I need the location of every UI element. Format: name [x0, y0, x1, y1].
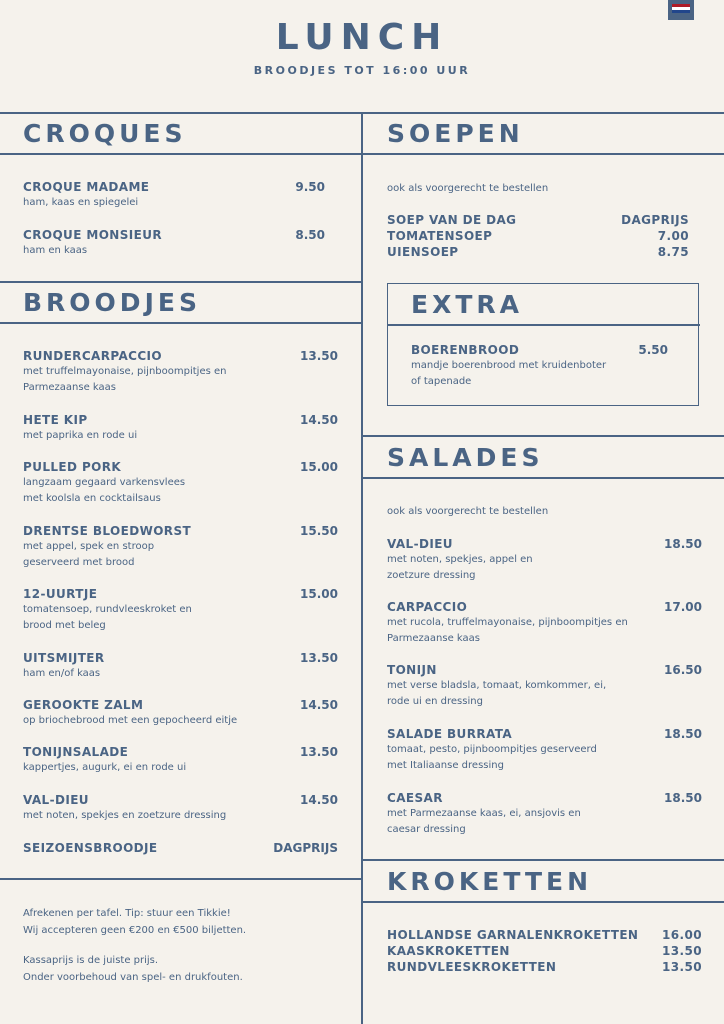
- section-note: ook als voorgerecht te bestellen: [387, 506, 549, 517]
- item-name: HOLLANDSE GARNALENKROKETTEN: [387, 928, 639, 942]
- item-description: met noten, spekjes, appel en zoetzure dressing: [387, 554, 533, 581]
- item-price: 7.00: [657, 229, 689, 243]
- item-price: 18.50: [664, 537, 702, 551]
- list-item: [387, 212, 689, 228]
- menu-item: [23, 523, 338, 571]
- menu-item: [387, 726, 702, 774]
- item-price: 8.75: [657, 245, 689, 259]
- item-description: op briochebrood met een gepocheerd eitje: [23, 715, 238, 726]
- item-name: CARPACCIO: [387, 600, 468, 614]
- item-price: 13.50: [300, 745, 338, 759]
- disclaimer-note: [23, 953, 243, 986]
- item-description: met paprika en rode ui: [23, 430, 138, 441]
- kroketten-title-divider: [362, 901, 724, 903]
- item-name: RUNDERCARPACCIO: [23, 349, 163, 363]
- item-name: CROQUE MONSIEUR: [23, 228, 163, 242]
- flag-blue-stripe: [672, 10, 690, 13]
- item-description: met rucola, truffelmayonaise, pijnboompitjes en Parmezaanse kaas: [387, 617, 628, 644]
- item-name: SEIZOENSBROODJE: [23, 841, 158, 855]
- item-price: DAGPRIJS: [273, 841, 338, 855]
- item-price: 18.50: [664, 727, 702, 741]
- menu-item: [23, 412, 338, 444]
- footer-line: Afrekenen per tafel. Tip: stuur een Tikkie!: [23, 908, 231, 919]
- broodjes-title-divider: [0, 322, 362, 324]
- item-description: ham en/of kaas: [23, 668, 101, 679]
- item-price: 8.50: [295, 228, 325, 242]
- kroketten-list: [387, 927, 702, 975]
- item-name: PULLED PORK: [23, 460, 122, 474]
- item-price: 16.00: [662, 928, 702, 942]
- menu-item: [23, 744, 338, 776]
- list-item: [387, 927, 702, 943]
- item-price: 14.50: [300, 793, 338, 807]
- item-name: VAL-DIEU: [387, 537, 453, 551]
- item-name: DRENTSE BLOEDWORST: [23, 524, 192, 538]
- item-description: ham en kaas: [23, 245, 88, 256]
- item-price: 16.50: [664, 663, 702, 677]
- item-price: 14.50: [300, 413, 338, 427]
- item-name: UIENSOEP: [387, 245, 459, 259]
- item-description: langzaam gegaard varkensvlees met koolsla en cocktailsaus: [23, 477, 186, 504]
- item-name: RUNDVLEESKROKETTEN: [387, 960, 557, 974]
- item-description: tomatensoep, rundvleeskroket en brood met beleg: [23, 604, 192, 631]
- item-name: HETE KIP: [23, 413, 88, 427]
- item-price: 5.50: [638, 343, 668, 357]
- page-title: LUNCH: [275, 17, 449, 58]
- menu-item: [23, 650, 338, 682]
- menu-item: [23, 348, 338, 396]
- menu-item: [23, 586, 338, 634]
- list-item: [387, 228, 689, 244]
- item-description: kappertjes, augurk, ei en rode ui: [23, 762, 187, 773]
- item-description: met appel, spek en stroop geserveerd met brood: [23, 541, 155, 568]
- menu-item: [23, 459, 338, 507]
- item-price: 15.00: [300, 460, 338, 474]
- salades-title: SALADES: [387, 443, 544, 472]
- item-name: TONIJN: [387, 663, 437, 677]
- item-description: met Parmezaanse kaas, ei, ansjovis en caesar dressing: [387, 808, 581, 835]
- item-name: BOERENBROOD: [411, 343, 520, 357]
- croques-title: CROQUES: [23, 119, 187, 148]
- item-description: mandje boerenbrood met kruidenboter of tapenade: [411, 360, 607, 387]
- item-price: 18.50: [664, 791, 702, 805]
- kroketten-title: KROKETTEN: [387, 867, 593, 896]
- kroketten-top-divider: [362, 859, 724, 861]
- item-description: met noten, spekjes en zoetzure dressing: [23, 810, 227, 821]
- menu-item: [387, 599, 702, 647]
- extra-title: EXTRA: [411, 290, 524, 319]
- item-price: DAGPRIJS: [621, 213, 689, 227]
- payment-note: [23, 906, 246, 939]
- item-price: 9.50: [295, 180, 325, 194]
- item-description: tomaat, pesto, pijnboompitjes geserveerd met Italiaanse dressing: [387, 744, 597, 771]
- column-divider: [361, 112, 363, 1024]
- item-name: 12-UURTJE: [23, 587, 98, 601]
- salades-top-divider: [362, 435, 724, 437]
- item-price: 13.50: [300, 651, 338, 665]
- extra-title-divider: [387, 324, 700, 326]
- menu-item: [387, 790, 702, 838]
- item-description: ham, kaas en spiegelei: [23, 197, 139, 208]
- item-price: 13.50: [662, 960, 702, 974]
- list-item: [387, 244, 689, 260]
- menu-item: [23, 792, 338, 824]
- item-name: KAASKROKETTEN: [387, 944, 510, 958]
- item-name: CROQUE MADAME: [23, 180, 150, 194]
- footer-line: Wij accepteren geen €200 en €500 biljetten.: [23, 924, 247, 936]
- footer-line: Kassaprijs is de juiste prijs.: [23, 955, 159, 966]
- list-item: [387, 959, 702, 975]
- item-name: CAESAR: [387, 791, 443, 805]
- salades-title-divider: [362, 477, 724, 479]
- item-price: 13.50: [300, 349, 338, 363]
- broodjes-title: BROODJES: [23, 288, 201, 317]
- item-price: 17.00: [664, 600, 702, 614]
- item-name: VAL-DIEU: [23, 793, 89, 807]
- item-price: 15.50: [300, 524, 338, 538]
- list-item: [387, 943, 702, 959]
- soepen-title: SOEPEN: [387, 119, 524, 148]
- item-name: GEROOKTE ZALM: [23, 698, 144, 712]
- item-price: 14.50: [300, 698, 338, 712]
- section-note: ook als voorgerecht te bestellen: [387, 183, 549, 194]
- item-name: SALADE BURRATA: [387, 727, 513, 741]
- page-subtitle: BROODJES TOT 16:00 UUR: [253, 64, 471, 77]
- menu-item: [387, 662, 702, 710]
- item-name: UITSMIJTER: [23, 651, 105, 665]
- item-price: 13.50: [662, 944, 702, 958]
- footer-divider: [0, 878, 362, 880]
- item-description: met truffelmayonaise, pijnboompitjes en Parmezaanse kaas: [23, 366, 227, 393]
- item-name: TONIJNSALADE: [23, 745, 129, 759]
- menu-item: [23, 697, 338, 729]
- menu-item: [411, 342, 668, 390]
- croques-title-divider: [0, 153, 724, 155]
- menu-item: [23, 227, 325, 259]
- footer-line: Onder voorbehoud van spel- en drukfouten.: [23, 971, 243, 983]
- item-price: 15.00: [300, 587, 338, 601]
- menu-item: [387, 536, 702, 584]
- menu-item: [23, 179, 325, 211]
- item-description: met verse bladsla, tomaat, komkommer, ei, rode ui en dressing: [387, 680, 607, 707]
- soepen-list: [387, 212, 689, 260]
- item-name: TOMATENSOEP: [387, 229, 493, 243]
- broodjes-top-divider: [0, 281, 362, 283]
- menu-item: [23, 840, 338, 856]
- item-name: SOEP VAN DE DAG: [387, 213, 517, 227]
